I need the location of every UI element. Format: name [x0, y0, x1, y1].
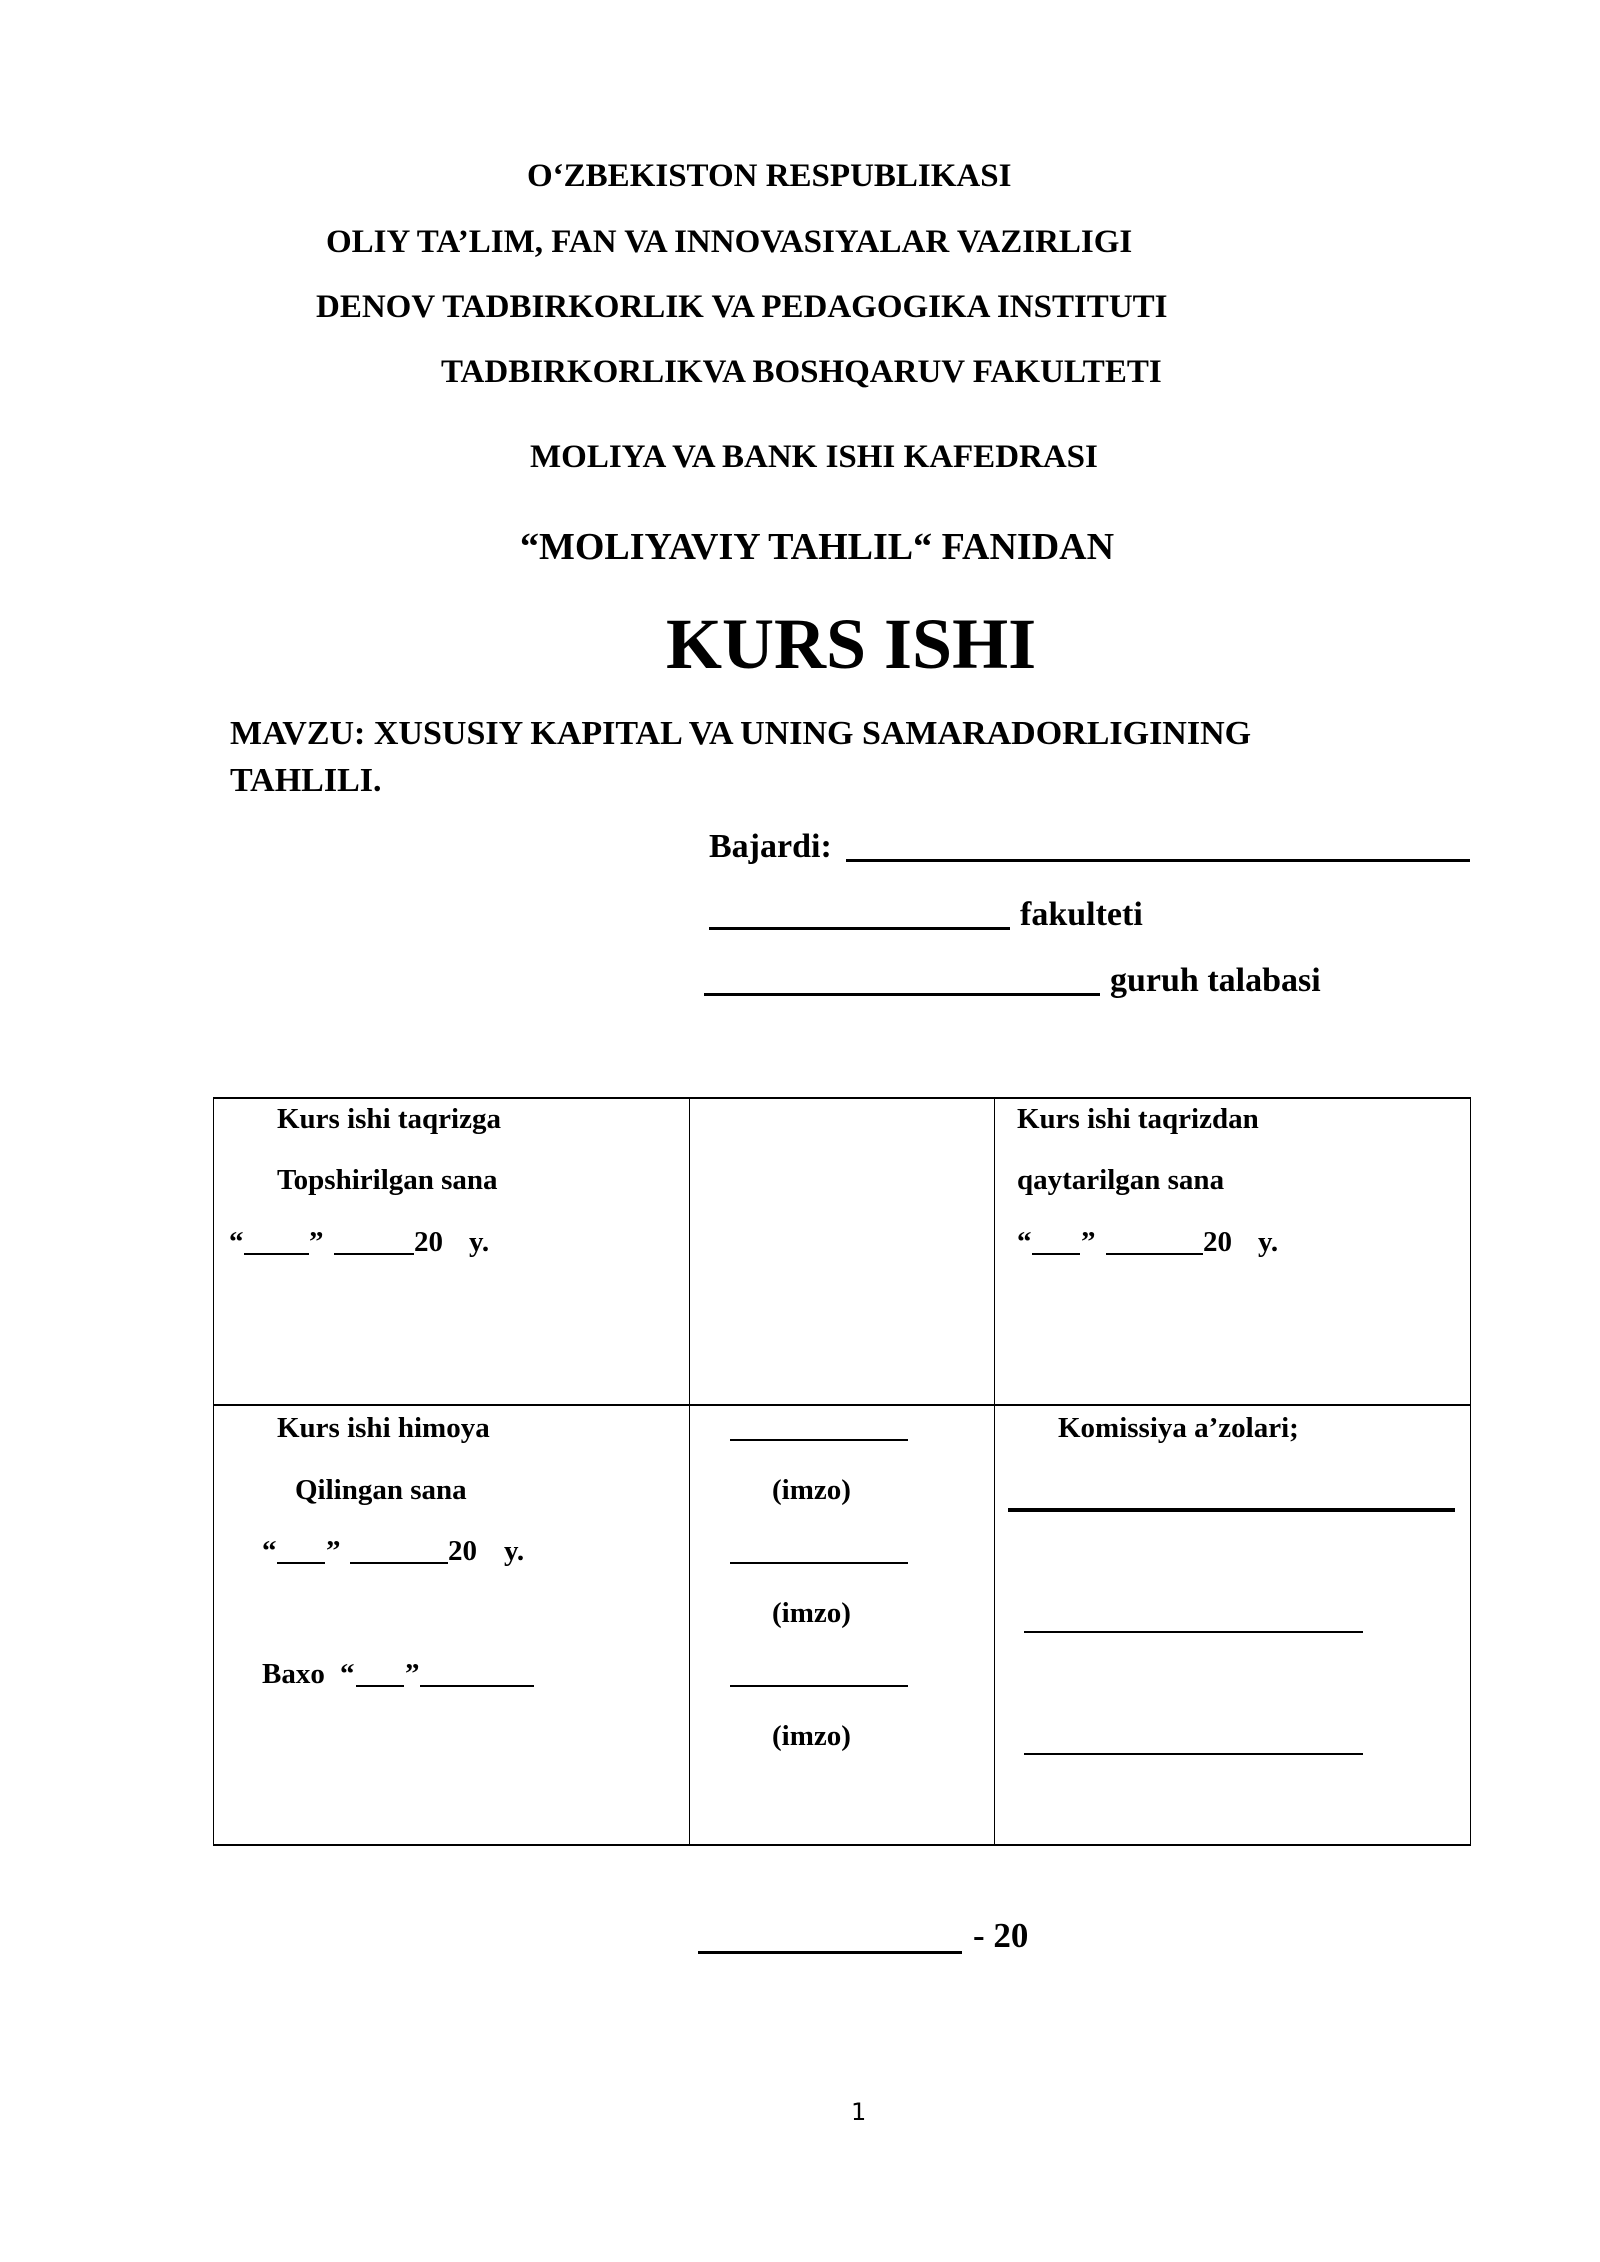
author-name-blank[interactable] — [846, 859, 1470, 862]
bajardi-label: Bajardi: — [709, 828, 832, 865]
date-suffix: y. — [1258, 1226, 1279, 1258]
group-blank[interactable] — [704, 993, 1100, 996]
day-blank[interactable] — [277, 1562, 325, 1564]
date-year: 20 — [448, 1535, 477, 1567]
defense-label-1: Kurs ishi himoya — [277, 1412, 490, 1444]
date-close-quote: ” — [309, 1226, 324, 1258]
month-blank[interactable] — [334, 1253, 414, 1255]
commission-member-line-1[interactable] — [1008, 1508, 1455, 1512]
commission-member-line-2[interactable] — [1024, 1631, 1363, 1633]
header-institute: DENOV TADBIRKORLIK VA PEDAGOGIKA INSTITUTI — [316, 289, 1168, 325]
header-subject: “MOLIYAVIY TAHLIL“ FANIDAN — [520, 526, 1115, 568]
date-open-quote: “ — [262, 1535, 277, 1567]
submitted-for-review-label-1: Kurs ishi taqrizga — [277, 1103, 501, 1135]
date-suffix: y. — [469, 1226, 490, 1258]
group-suffix: guruh talabasi — [1110, 962, 1321, 999]
grade-words-blank[interactable] — [420, 1685, 534, 1687]
date-close-quote: ” — [326, 1535, 341, 1567]
date-open-quote: “ — [229, 1226, 244, 1258]
city-blank[interactable] — [698, 1951, 962, 1954]
grade-close-quote: ” — [405, 1658, 420, 1690]
header-faculty: TADBIRKORLIKVA BOSHQARUV FAKULTETI — [441, 354, 1162, 390]
table-col-divider-1 — [689, 1097, 690, 1846]
year-suffix: - 20 — [973, 1916, 1029, 1955]
table-row-divider — [213, 1404, 1471, 1406]
commission-members-label: Komissiya a’zolari; — [1058, 1412, 1299, 1444]
date-close-quote: ” — [1081, 1226, 1096, 1258]
date-suffix: y. — [504, 1535, 525, 1567]
table-border-top — [213, 1097, 1471, 1099]
day-blank[interactable] — [1032, 1253, 1080, 1255]
page-number: 1 — [851, 2098, 867, 2126]
faculty-blank[interactable] — [709, 927, 1010, 930]
header-ministry: OLIY TA’LIM, FAN VA INNOVASIYALAR VAZIRLIGI — [326, 224, 1133, 260]
header-department: MOLIYA VA BANK ISHI KAFEDRASI — [530, 439, 1098, 475]
returned-from-review-label-2: qaytarilgan sana — [1017, 1164, 1225, 1196]
signature-line-1[interactable] — [730, 1439, 908, 1441]
signature-caption-2: (imzo) — [772, 1597, 851, 1629]
grade-blank[interactable] — [356, 1685, 404, 1687]
returned-from-review-label-1: Kurs ishi taqrizdan — [1017, 1103, 1259, 1135]
date-year: 20 — [1203, 1226, 1232, 1258]
table-col-divider-2 — [994, 1097, 995, 1846]
topic-line-1: MAVZU: XUSUSIY KAPITAL VA UNING SAMARADORLIGINING — [230, 715, 1252, 752]
table-border-right — [1470, 1097, 1471, 1846]
page-title: KURS ISHI — [666, 604, 1037, 684]
defense-label-2: Qilingan sana — [295, 1474, 467, 1506]
signature-line-2[interactable] — [730, 1562, 908, 1564]
date-year: 20 — [414, 1226, 443, 1258]
month-blank[interactable] — [1106, 1253, 1203, 1255]
header-country: O‘ZBEKISTON RESPUBLIKASI — [527, 158, 1012, 194]
grade-open-quote: “ — [340, 1658, 355, 1690]
commission-member-line-3[interactable] — [1024, 1753, 1363, 1755]
topic-line-2: TAHLILI. — [230, 762, 382, 799]
signature-line-3[interactable] — [730, 1685, 908, 1687]
day-blank[interactable] — [244, 1253, 309, 1255]
table-border-bottom — [213, 1844, 1471, 1846]
signature-caption-1: (imzo) — [772, 1474, 851, 1506]
grade-label: Baxo — [262, 1658, 325, 1690]
signature-caption-3: (imzo) — [772, 1720, 851, 1752]
submitted-for-review-label-2: Topshirilgan sana — [277, 1164, 498, 1196]
date-open-quote: “ — [1017, 1226, 1032, 1258]
table-border-left — [213, 1097, 214, 1846]
month-blank[interactable] — [350, 1562, 448, 1564]
faculty-suffix: fakulteti — [1020, 896, 1143, 933]
